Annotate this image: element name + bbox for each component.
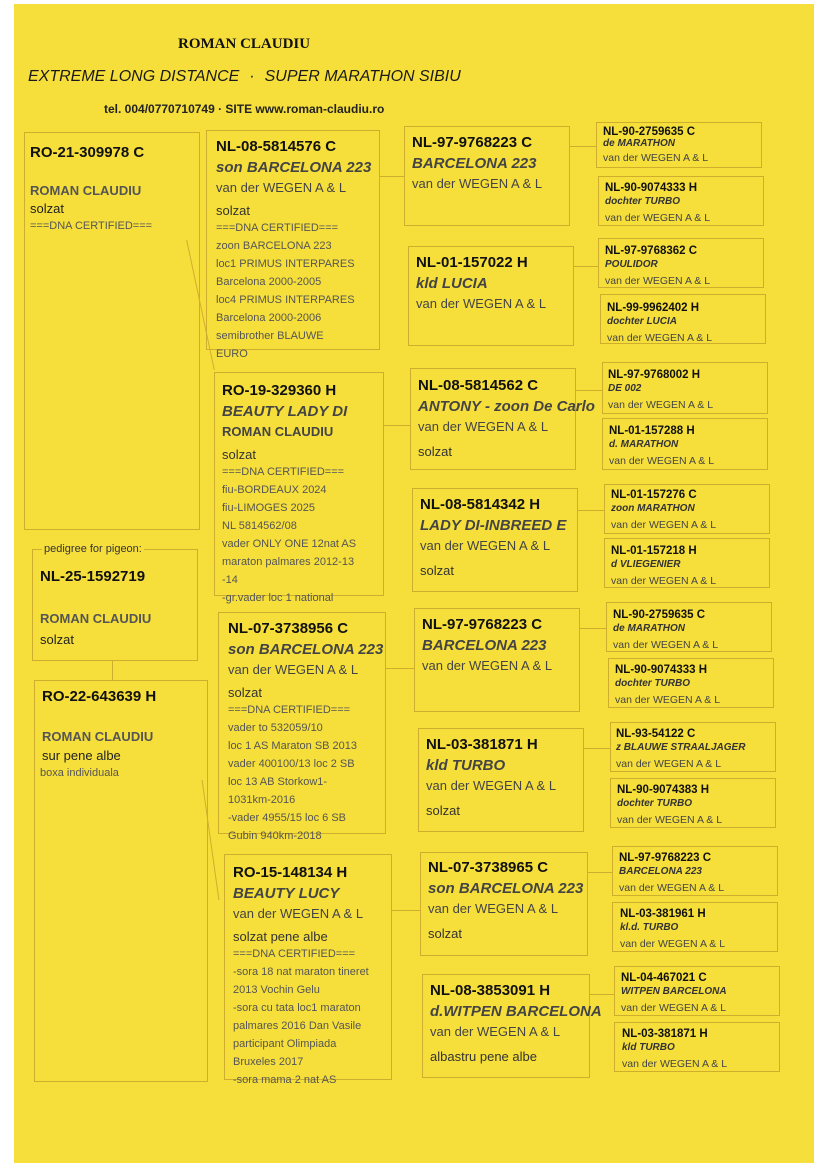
sire-of-dam-color: solzat [228,685,262,700]
dam-of-sire-ring: RO-19-329360 H [222,382,337,399]
g4-card-5 [608,369,764,411]
connector [112,660,113,680]
g4-card-6 [609,425,765,467]
g4-owner-15: van der WEGEN A & L [621,1002,727,1014]
g3-name-8: d.WITPEN BARCELONA [430,1003,602,1020]
g4-ring-11: NL-93-54122 C [616,728,696,740]
g4-name-5: DE 002 [608,383,642,394]
g3-name-1: BARCELONA 223 [412,155,537,172]
g4-name-7: zoon MARATHON [611,503,695,514]
g3-color-3: solzat [418,444,452,459]
g4-ring-9: NL-90-2759635 C [613,609,706,621]
dam-of-dam-note: ===DNA CERTIFIED=== -sora 18 nat maraton tineret 2013 Vochin Gelu -sora cu tata loc1 maraton palmares 2016 Dan Vasile participant Olimpiada Bruxeles 2017 -sora mama 2 nat AS [233,948,369,1086]
g3-owner-4: van der WEGEN A & L [420,538,551,553]
contact-line: tel. 004/0770710749 · SITE www.roman-claudiu.ro [104,102,385,116]
g4-owner-2: van der WEGEN A & L [605,212,711,224]
g4-card-4 [607,302,763,344]
g3-name-2: kld LUCIA [416,275,488,292]
g4-name-13: BARCELONA 223 [619,866,702,877]
g3-card-5 [422,616,578,673]
connector [392,910,420,911]
subject-card [40,568,192,647]
g4-name-1: de MARATHON [603,138,676,149]
dam-of-dam-color: solzat pene albe [233,929,328,944]
g4-card-16 [622,1028,778,1070]
g4-ring-6: NL-01-157288 H [609,425,695,437]
g4-owner-3: van der WEGEN A & L [605,275,711,287]
connector [590,994,614,995]
g3-color-4: solzat [420,563,454,578]
connector [588,872,612,873]
g4-name-6: d. MARATHON [609,439,679,450]
g3-color-7: solzat [428,926,462,941]
mother-note: boxa individuala [40,767,119,779]
subject-ring: NL-25-1592719 [40,568,146,585]
dam-of-sire-name: BEAUTY LADY DI [222,403,348,420]
g4-card-10 [615,664,771,706]
connector [576,390,602,391]
g4-name-3: POULIDOR [605,259,658,270]
g3-card-7 [428,859,586,941]
sire-note: ===DNA CERTIFIED=== zoon BARCELONA 223 loc1 PRIMUS INTERPARES Barcelona 2000-2005 loc4 PRIMUS INTERPARES Barcelona 2000-2006 semibrother BLAUWE EURO [216,222,355,360]
dam-of-dam-ring: RO-15-148134 H [233,864,348,881]
g4-card-15 [621,972,777,1014]
dam-of-sire-color: solzat [222,447,256,462]
connector [386,668,414,669]
g3-color-6: solzat [426,803,460,818]
g4-card-12 [617,784,773,826]
g4-card-1 [603,126,759,164]
g3-ring-4: NL-08-5814342 H [420,496,541,513]
g4-name-14: kl.d. TURBO [620,922,679,933]
g3-owner-2: van der WEGEN A & L [416,296,547,311]
g4-ring-8: NL-01-157218 H [611,545,697,557]
slogan [28,68,461,86]
g3-color-8: albastru pene albe [430,1049,537,1064]
sire-color: solzat [216,203,250,218]
g3-ring-3: NL-08-5814562 C [418,377,539,394]
g4-ring-12: NL-90-9074383 H [617,784,710,796]
g3-name-4: LADY DI-INBREED E [420,517,567,534]
sire-card [216,138,376,362]
g3-owner-5: van der WEGEN A & L [422,658,553,673]
g4-ring-1: NL-90-2759635 C [603,126,696,138]
g3-owner-8: van der WEGEN A & L [430,1024,561,1039]
dam-of-dam-owner: van der WEGEN A & L [233,906,364,921]
g4-name-16: kld TURBO [622,1042,675,1053]
mother-ring: RO-22-643639 H [42,688,157,705]
father-color: solzat [30,201,64,216]
g4-ring-16: NL-03-381871 H [622,1028,708,1040]
sire-of-dam-owner: van der WEGEN A & L [228,662,359,677]
mother-color: sur pene albe [42,748,121,763]
g4-ring-14: NL-03-381961 H [620,908,706,920]
g3-ring-6: NL-03-381871 H [426,736,538,753]
dam-of-dam-card [233,864,391,1088]
g3-ring-5: NL-97-9768223 C [422,616,543,633]
g4-name-9: de MARATHON [613,623,686,634]
sire-owner: van der WEGEN A & L [216,180,347,195]
pedigree-for-label: pedigree for pigeon: [44,543,142,555]
g4-card-14 [620,908,776,950]
breeder-title: ROMAN CLAUDIU [178,36,311,52]
g4-card-11 [616,728,774,770]
g3-card-6 [426,736,582,818]
g3-name-6: kld TURBO [426,757,506,774]
g4-card-7 [611,489,767,531]
mother-card [42,688,204,781]
g3-owner-7: van der WEGEN A & L [428,901,559,916]
g4-owner-7: van der WEGEN A & L [611,519,717,531]
g3-card-4 [420,496,576,578]
g4-ring-7: NL-01-157276 C [611,489,697,501]
g4-owner-6: van der WEGEN A & L [609,455,715,467]
g4-owner-12: van der WEGEN A & L [617,814,723,826]
father-owner: ROMAN CLAUDIU [30,183,142,198]
g4-name-11: z BLAUWE STRAALJAGER [616,742,746,753]
g3-name-3: ANTONY - zoon De Carlo [418,398,595,415]
g4-ring-10: NL-90-9074333 H [615,664,708,676]
g3-owner-6: van der WEGEN A & L [426,778,557,793]
g4-owner-10: van der WEGEN A & L [615,694,721,706]
g3-owner-3: van der WEGEN A & L [418,419,549,434]
g4-card-13 [619,852,775,894]
g4-owner-1: van der WEGEN A & L [603,152,709,164]
g4-card-3 [605,245,761,287]
g4-ring-15: NL-04-467021 C [621,972,707,984]
g3-card-1 [412,134,568,191]
dam-of-sire-note: ===DNA CERTIFIED=== fiu-BORDEAUX 2024 fiu-LIMOGES 2025 NL 5814562/08 vader ONLY ONE 12nat AS maraton palmares 2012-13 -14 -gr.vader loc 1 national [222,466,357,604]
g3-owner-1: van der WEGEN A & L [412,176,543,191]
g4-name-15: WITPEN BARCELONA [621,986,727,997]
g4-owner-16: van der WEGEN A & L [622,1058,728,1070]
g4-name-2: dochter TURBO [605,196,680,207]
g4-name-8: d VLIEGENIER [611,559,681,570]
g4-name-10: dochter TURBO [615,678,690,689]
subject-color: solzat [40,632,74,647]
connector [578,510,604,511]
dam-of-dam-name: BEAUTY LUCY [233,885,340,902]
g4-owner-13: van der WEGEN A & L [619,882,725,894]
connector [580,628,606,629]
connector [384,425,410,426]
g3-ring-2: NL-01-157022 H [416,254,528,271]
g4-owner-4: van der WEGEN A & L [607,332,713,344]
g3-ring-8: NL-08-3853091 H [430,982,551,999]
sire-of-dam-name: son BARCELONA 223 [228,641,384,658]
g4-ring-4: NL-99-9962402 H [607,302,700,314]
father-ring: RO-21-309978 C [30,144,145,161]
g3-card-8 [430,982,602,1064]
mother-owner: ROMAN CLAUDIU [42,729,154,744]
slogan-separator: · [249,68,255,85]
sire-of-dam-note: ===DNA CERTIFIED=== vader to 532059/10 loc 1 AS Maraton SB 2013 vader 400100/13 loc 2 SB loc 13 AB Storkow1- 1031km-2016 -vader 4955/15 loc 6 SB Gubin 940km-2018 [228,704,358,842]
g4-ring-2: NL-90-9074333 H [605,182,698,194]
connector [380,176,404,177]
connector [570,146,596,147]
g4-ring-5: NL-97-9768002 H [608,369,701,381]
g4-card-9 [613,609,769,651]
g4-owner-5: van der WEGEN A & L [608,399,714,411]
g4-owner-8: van der WEGEN A & L [611,575,717,587]
g4-ring-3: NL-97-9768362 C [605,245,698,257]
father-note: ===DNA CERTIFIED=== [30,220,153,232]
g3-name-5: BARCELONA 223 [422,637,547,654]
dam-of-sire-owner: ROMAN CLAUDIU [222,424,334,439]
dam-of-sire-card [222,382,382,606]
g3-name-7: son BARCELONA 223 [428,880,584,897]
father-card [30,144,196,234]
g3-card-2 [416,254,572,311]
connector [584,748,610,749]
g4-owner-11: van der WEGEN A & L [616,758,722,770]
g4-name-12: dochter TURBO [617,798,692,809]
g4-ring-13: NL-97-9768223 C [619,852,712,864]
sire-ring: NL-08-5814576 C [216,138,337,155]
g3-ring-1: NL-97-9768223 C [412,134,533,151]
slogan-left: EXTREME LONG DISTANCE [28,68,240,85]
g4-owner-9: van der WEGEN A & L [613,639,719,651]
g3-ring-7: NL-07-3738965 C [428,859,549,876]
sire-of-dam-card [228,620,386,844]
g4-card-8 [611,545,767,587]
connector [574,266,598,267]
subject-owner: ROMAN CLAUDIU [40,611,152,626]
sire-name: son BARCELONA 223 [216,159,372,176]
g4-name-4: dochter LUCIA [607,316,677,327]
g4-owner-14: van der WEGEN A & L [620,938,726,950]
slogan-right: SUPER MARATHON SIBIU [264,68,461,85]
g4-card-2 [605,182,761,224]
g3-card-3 [418,377,595,459]
sire-of-dam-ring: NL-07-3738956 C [228,620,349,637]
